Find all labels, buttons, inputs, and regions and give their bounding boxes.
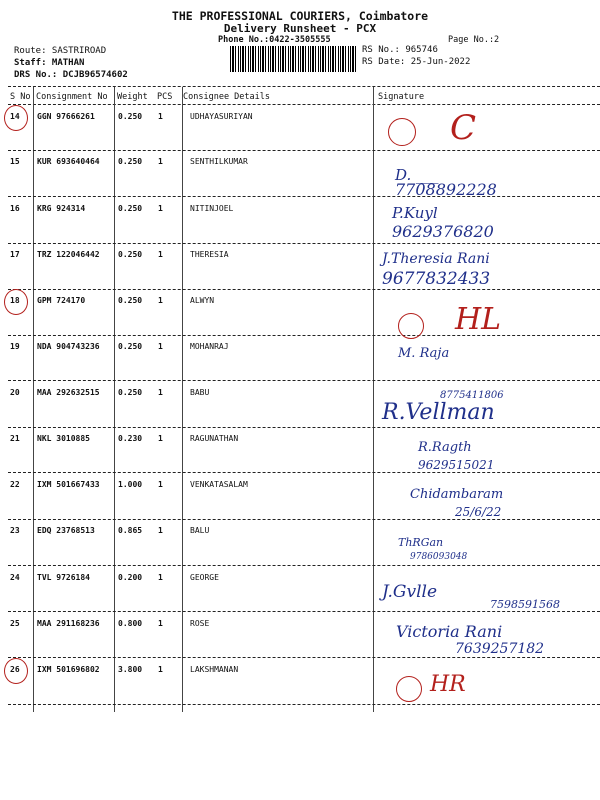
- row-rule: [8, 196, 600, 197]
- row-consignee: SENTHILKUMAR: [190, 157, 248, 166]
- drs-number: DRS No.: DCJB96574602: [14, 70, 128, 80]
- col-signature: Signature: [378, 92, 425, 102]
- row-weight: 0.865: [118, 526, 143, 535]
- table-header-rule: [8, 104, 600, 105]
- row-consignment: KRG 924314: [37, 204, 86, 213]
- page-number: Page No.:2: [448, 35, 500, 45]
- row-consignee: GEORGE: [190, 573, 219, 582]
- row-sno: 20: [10, 388, 20, 397]
- row-rule: [8, 611, 600, 612]
- col-consignment: Consignment No: [36, 92, 108, 102]
- row-sno: 17: [10, 250, 20, 259]
- row-weight: 0.250: [118, 112, 143, 121]
- signature-17-name: J.Theresia Rani: [382, 251, 490, 267]
- signature-15-name: D. ___: [395, 166, 439, 184]
- signature-24-phone: 7598591568: [490, 598, 560, 611]
- row-rule: [8, 243, 600, 244]
- col-weight: Weight: [117, 92, 148, 102]
- row-pcs: 1: [158, 388, 163, 397]
- row-sno: 24: [10, 573, 20, 582]
- vline-2: [114, 87, 115, 712]
- sig-14-circle: [388, 118, 416, 146]
- col-pcs: PCS: [157, 92, 173, 102]
- row-sno: 25: [10, 619, 20, 628]
- staff: Staff: MATHAN: [14, 58, 85, 68]
- row-weight: 0.250: [118, 388, 143, 397]
- signature-22-date: 25/6/22: [455, 505, 502, 519]
- row-consignee: VENKATASALAM: [190, 480, 248, 489]
- signature-17-phone: 9677832433: [382, 269, 491, 289]
- row-weight: 0.800: [118, 619, 143, 628]
- rs-number: RS No.: 965746: [362, 45, 438, 55]
- col-consignee: Consignee Details: [183, 92, 270, 102]
- row-pcs: 1: [158, 480, 163, 489]
- signature-26: HR: [430, 672, 466, 697]
- row-rule: [8, 657, 600, 658]
- row-weight: 0.230: [118, 434, 143, 443]
- row-consignee: RAGUNATHAN: [190, 434, 239, 443]
- runsheet-title: Delivery Runsheet - PCX: [223, 22, 377, 35]
- row-rule: [8, 335, 600, 336]
- row-pcs: 1: [158, 250, 163, 259]
- signature-25-phone: 7639257182: [455, 641, 545, 657]
- signature-14: C: [450, 108, 477, 148]
- row-weight: 0.250: [118, 342, 143, 351]
- signature-21-name: R.Ragth: [418, 440, 472, 455]
- company-title: THE PROFESSIONAL COURIERS, Coimbatore: [171, 9, 429, 23]
- row-consignment: MAA 291168236: [37, 619, 100, 628]
- signature-22-name: Chidambaram: [410, 487, 504, 502]
- signature-23-phone: 9786093048: [410, 552, 468, 562]
- row-consignment: TVL 9726184: [37, 573, 90, 582]
- row-pcs: 1: [158, 434, 163, 443]
- row-weight: 0.200: [118, 573, 143, 582]
- row-weight: 1.000: [118, 480, 143, 489]
- row-consignee: LAKSHMANAN: [190, 665, 239, 674]
- row-rule: [8, 289, 600, 290]
- route: Route: SASTRIROAD: [14, 46, 107, 56]
- row-weight: 0.250: [118, 157, 143, 166]
- row-sno: 21: [10, 434, 20, 443]
- row-rule: [8, 427, 600, 428]
- row-sno: 18: [10, 296, 20, 305]
- signature-18: HL: [455, 302, 502, 337]
- row-18-circle-mark: [4, 289, 28, 315]
- row-consignment: GPM 724170: [37, 296, 86, 305]
- row-consignee: THERESIA: [190, 250, 229, 259]
- row-consignee: ROSE: [190, 619, 210, 628]
- row-consignment: MAA 292632515: [37, 388, 100, 397]
- row-consignee: BABU: [190, 388, 210, 397]
- row-rule: [8, 150, 600, 151]
- row-consignee: ALWYN: [190, 296, 215, 305]
- row-pcs: 1: [158, 665, 163, 674]
- row-sno: 26: [10, 665, 20, 674]
- row-sno: 16: [10, 204, 20, 213]
- sig-18-circle: [398, 313, 424, 339]
- row-consignee: UDHAYASURIYAN: [190, 112, 253, 121]
- table-top-rule: [8, 86, 600, 87]
- row-rule: [8, 472, 600, 473]
- row-consignment: IXM 501667433: [37, 480, 100, 489]
- row-consignment: KUR 693640464: [37, 157, 100, 166]
- barcode: [230, 46, 358, 72]
- row-pcs: 1: [158, 296, 163, 305]
- row-26-circle-mark: [4, 658, 28, 684]
- row-weight: 3.800: [118, 665, 143, 674]
- row-weight: 0.250: [118, 250, 143, 259]
- row-consignment: IXM 501696802: [37, 665, 100, 674]
- signature-20-name: R.Vellman: [382, 400, 495, 425]
- row-rule: [8, 565, 600, 566]
- row-pcs: 1: [158, 342, 163, 351]
- row-consignee: NITINJOEL: [190, 204, 234, 213]
- row-14-circle-mark: [4, 105, 28, 131]
- row-pcs: 1: [158, 112, 163, 121]
- row-sno: 19: [10, 342, 20, 351]
- sig-26-circle: [396, 676, 422, 702]
- signature-23-name: ThRGan: [398, 536, 444, 549]
- row-consignment: NKL 3010885: [37, 434, 90, 443]
- signature-16-phone: 9629376820: [392, 222, 494, 241]
- vline-4: [373, 87, 374, 712]
- signature-24-name: J.Gvlle: [382, 582, 438, 602]
- signature-21-phone: 9629515021: [418, 458, 495, 472]
- rs-date: RS Date: 25-Jun-2022: [362, 57, 471, 67]
- row-rule: [8, 704, 600, 705]
- row-pcs: 1: [158, 204, 163, 213]
- row-consignee: MOHANRAJ: [190, 342, 229, 351]
- row-pcs: 1: [158, 573, 163, 582]
- signature-20-phone: 8775411806: [440, 390, 504, 401]
- signature-16-name: P.Kuyl: [392, 204, 438, 222]
- row-consignment: NDA 904743236: [37, 342, 100, 351]
- vline-1: [33, 87, 34, 712]
- phone-number: Phone No.:0422-3505555: [218, 35, 331, 45]
- row-sno: 23: [10, 526, 20, 535]
- row-consignment: EDQ 23768513: [37, 526, 95, 535]
- row-rule: [8, 380, 600, 381]
- row-sno: 14: [10, 112, 20, 121]
- row-pcs: 1: [158, 619, 163, 628]
- col-sno: S No: [10, 92, 31, 102]
- row-pcs: 1: [158, 157, 163, 166]
- signature-15-phone: 7708892228: [395, 180, 497, 199]
- row-sno: 22: [10, 480, 20, 489]
- vline-3: [182, 87, 183, 712]
- row-consignment: TRZ 122046442: [37, 250, 100, 259]
- row-weight: 0.250: [118, 204, 143, 213]
- row-weight: 0.250: [118, 296, 143, 305]
- signature-19: M. Raja: [398, 346, 450, 361]
- row-rule: [8, 519, 600, 520]
- row-sno: 15: [10, 157, 20, 166]
- signature-25-name: Victoria Rani: [396, 622, 503, 641]
- row-consignment: GGN 97666261: [37, 112, 95, 121]
- row-pcs: 1: [158, 526, 163, 535]
- row-consignee: BALU: [190, 526, 210, 535]
